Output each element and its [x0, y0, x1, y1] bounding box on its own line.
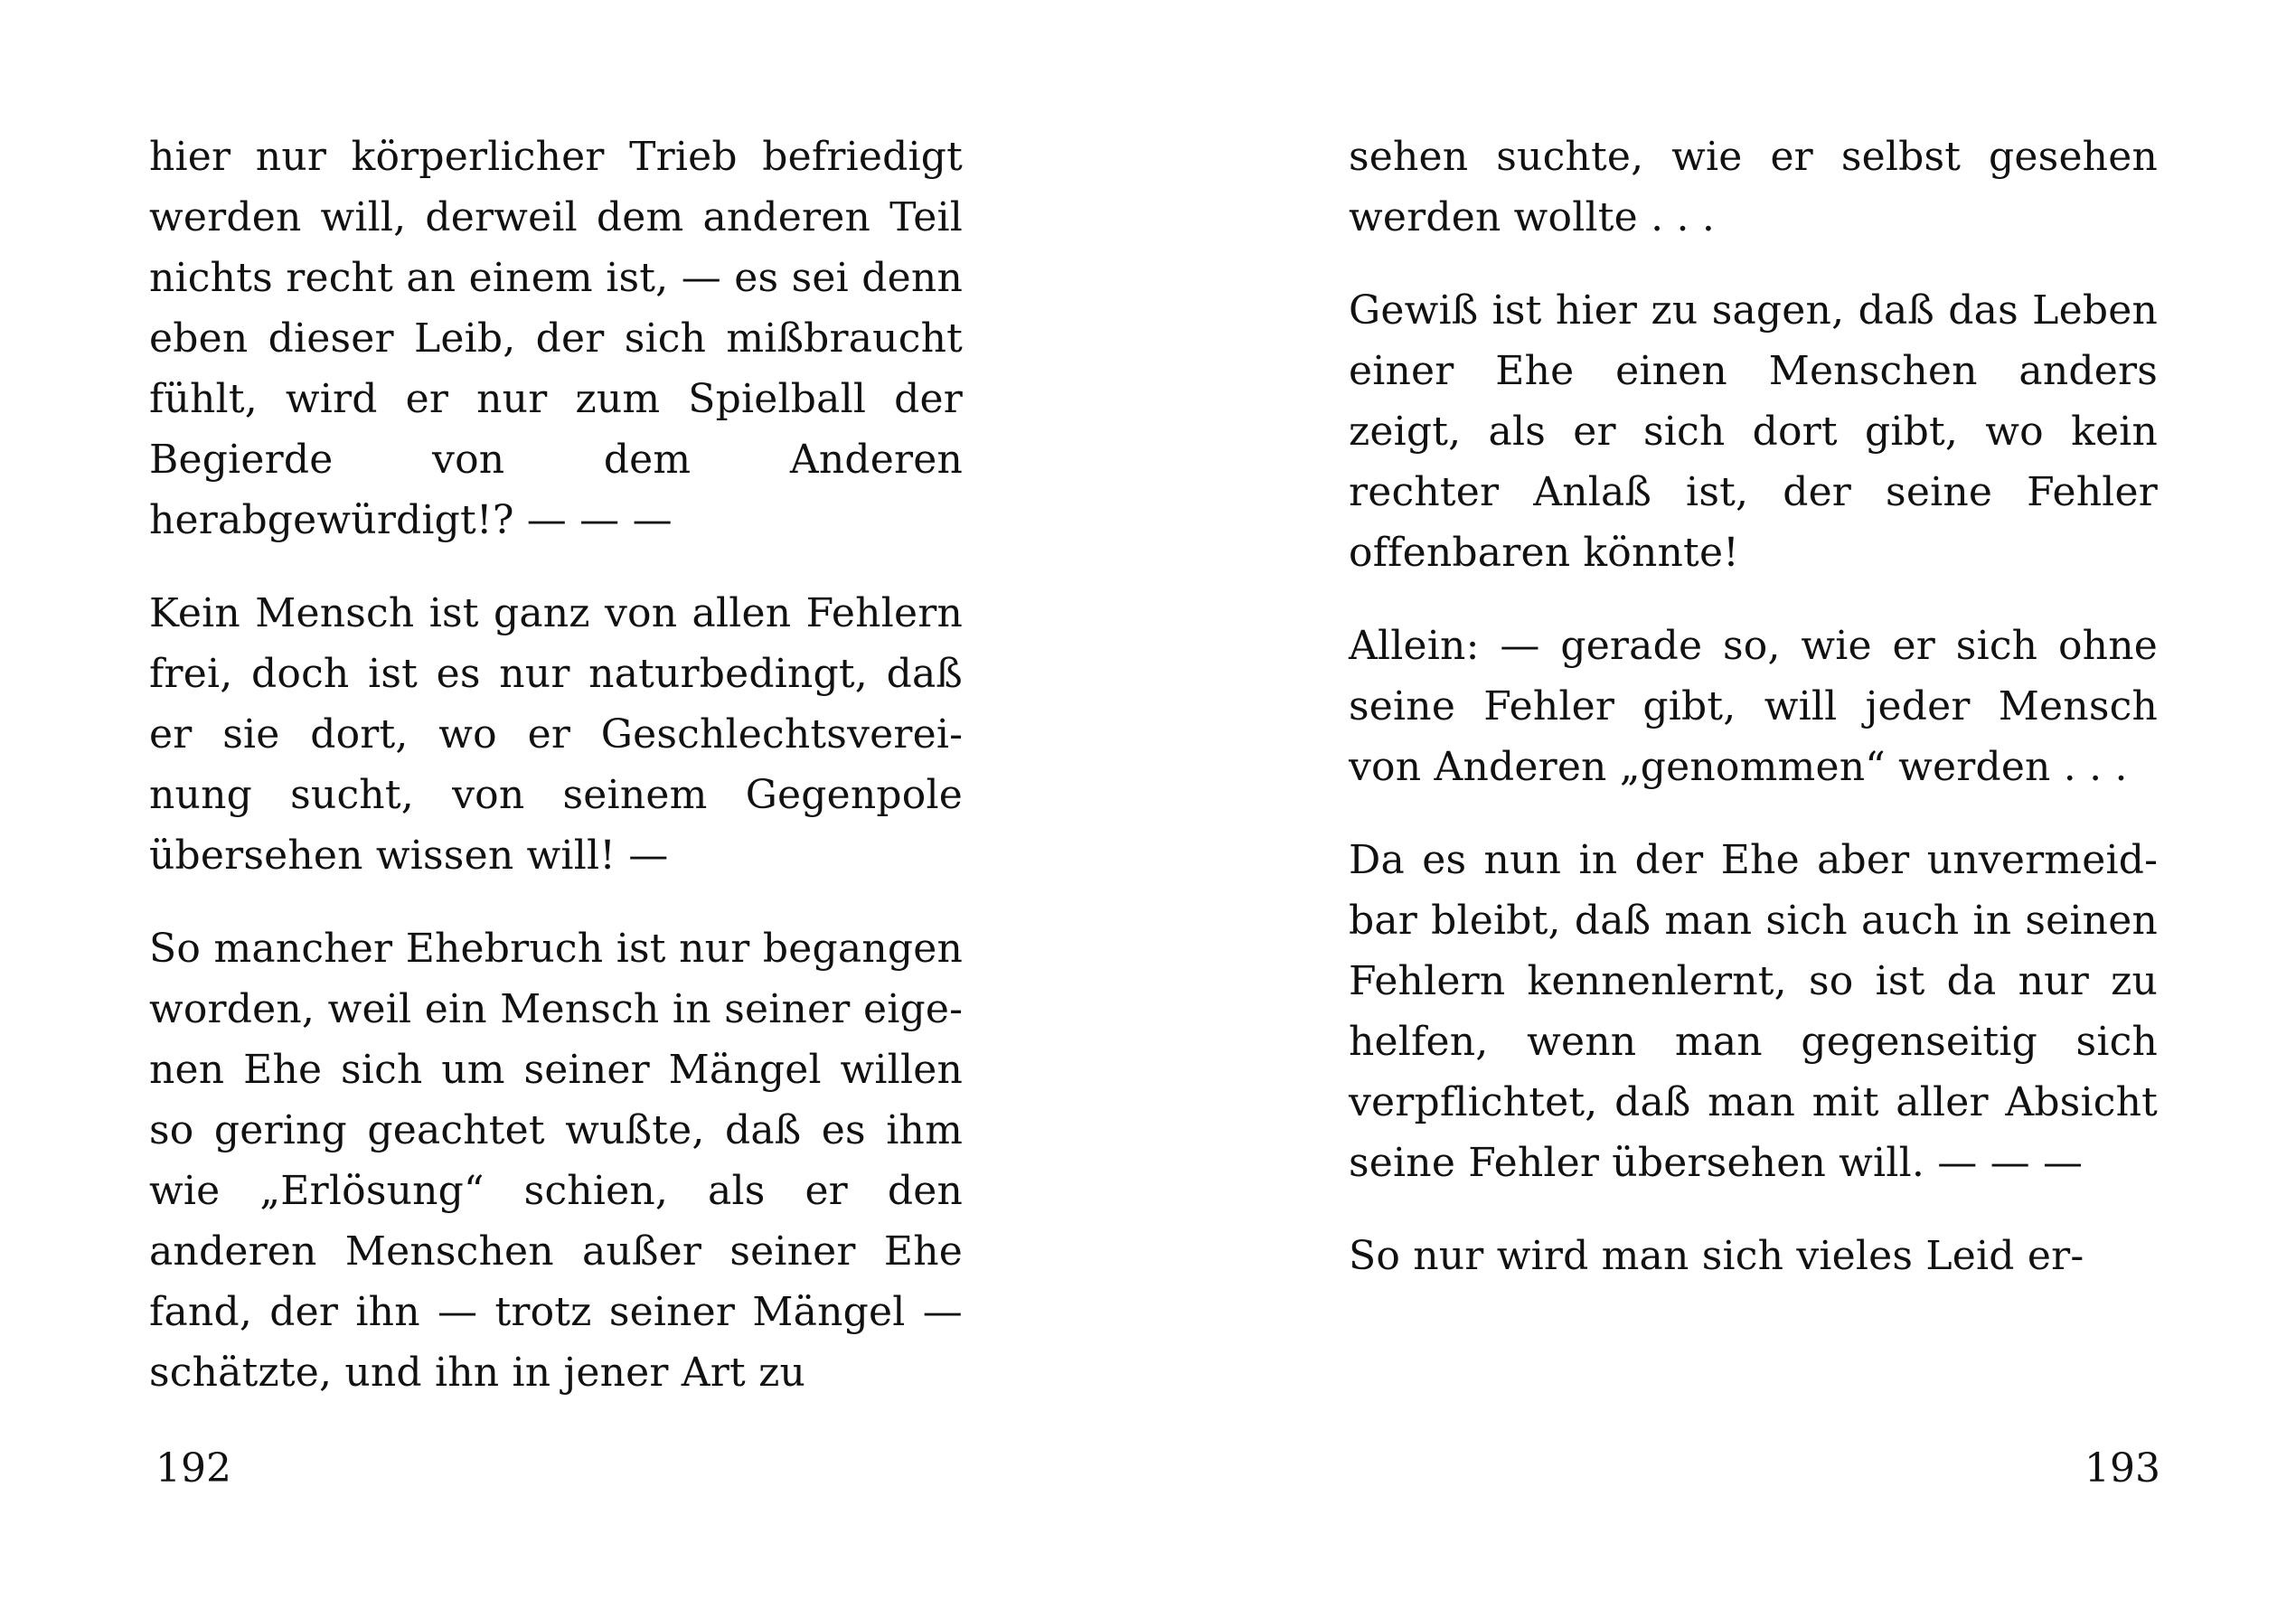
- paragraph: So mancher Ehebruch ist nur begangen worden, weil ein Mensch in seiner eigenen Ehe sich um seiner Mängel willen so gering geachtet wußte, daß es ihm wie „Erlösung“ schien, als er den anderen Menschen außer seiner Ehe fand, der ihn — trotz seiner Mängel — schätzte, und ihn in jener Art zu: [149, 926, 963, 1396]
- paragraph: So nur wird man sich vieles Leid er-: [1349, 1233, 2084, 1279]
- right-page-text: [1349, 127, 2158, 1319]
- paragraph: Gewiß ist hier zu sagen, daß das Leben einer Ehe einen Menschen anders zeigt, als er sich dort gibt, wo kein rechter Anlaß ist, der seine Fehler offenbaren könnte!: [1349, 287, 2158, 576]
- paragraph: Allein: — gerade so, wie er sich ohne seine Fehler gibt, will jeder Mensch von Anderen „genommen“ werden . . .: [1349, 623, 2158, 790]
- paragraph: Kein Mensch ist ganz von allen Fehlern frei, doch ist es nur naturbedingt, daß er sie dort, wo er Geschlechtsvereinung sucht, von seinem Gegenpole übersehen wissen will! —: [149, 590, 963, 879]
- page-number: 193: [2084, 1445, 2160, 1491]
- paragraph: hier nur körperlicher Trieb befriedigt werden will, derweil dem anderen Teil nichts recht an einem ist, — es sei denn eben dieser Leib, der sich mißbraucht fühlt, wird er nur zum Spielball der Begierde von dem Anderen herabgewürdigt!? — — —: [149, 134, 963, 543]
- paragraph: sehen suchte, wie er selbst gesehen werden wollte . . .: [1349, 134, 2158, 240]
- left-page-text: [149, 127, 963, 1435]
- paragraph: Da es nun in der Ehe aber unvermeidbar bleibt, daß man sich auch in seinen Fehlern kennenlernt, so ist da nur zu helfen, wenn man gegenseitig sich verpflichtet, daß man mit aller Absicht seine Fehler übersehen will. — — —: [1349, 837, 2158, 1186]
- page-number: 192: [155, 1445, 231, 1491]
- right-page: [1148, 0, 2296, 1609]
